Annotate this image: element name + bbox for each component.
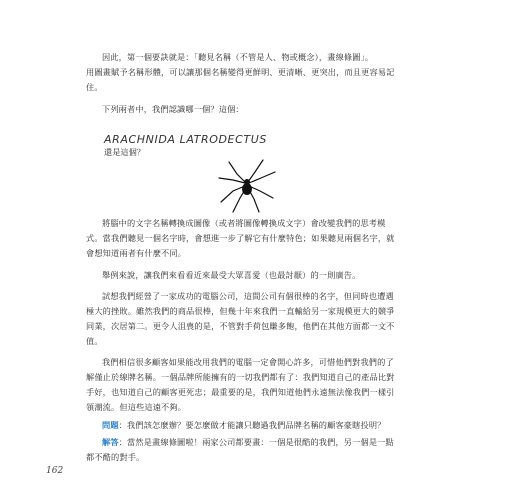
page-number: 162 (46, 466, 64, 476)
text-line: 式。當我們聽見一個名字時，會想進一步了解它有什麼特色；如果聽見兩個名字，就 (86, 233, 395, 243)
text-line: 舉例來說，讓我們來看看近來最受大眾喜愛（也最討厭）的一則廣告。 (102, 270, 361, 280)
paragraph-tip (86, 50, 444, 95)
text-line: 將腦中的文字名稱轉換成圖像（或者將圖像轉換成文字）會改變我們的思考模 (102, 218, 386, 228)
or-this-text: 還是這個？ (104, 147, 145, 157)
spider-icon (215, 158, 277, 214)
text-line: 用圖畫賦予名稱形體，可以讓那個名稱變得更鮮明、更清晰、更突出，而且更容易記 (86, 67, 395, 77)
paragraph-customers (86, 355, 444, 415)
question-line (86, 418, 444, 433)
text-line: 手好，也知道自己的顧客更死忠；最重要的是，我們知道他們永遠無法像我們一樣引 (86, 387, 395, 397)
question-block (86, 418, 444, 433)
text-line: 會想知道兩者有什麼不同。 (86, 248, 187, 258)
text-line: 值。 (86, 336, 103, 346)
paragraph-question-intro (86, 102, 444, 117)
text-line: 解僅止於線牌名稱。一個品牌所能擁有的一切我們都有了：我們知道自己的產品比對 (86, 372, 395, 382)
text-line: 極大的挫敗。雖然我們的商品很棒，但幾十年來我們一直輸給另一家規模更大的競爭 (86, 306, 395, 316)
text-line: 住。 (86, 82, 103, 92)
answer-line (86, 435, 444, 450)
text-line: 試想我們經營了一家成功的電腦公司，這間公司有個很棒的名字，但同時也遭遇 (102, 291, 394, 301)
answer-block (86, 435, 444, 465)
text-line: 因此，第一個要訣就是：「聽見名稱（不管是人、物或概念），畫線條圖」。 (102, 52, 374, 62)
text-line: 我們相信很多顧客如果能改用我們的電腦一定會開心許多，可惜他們對我們的了 (102, 357, 394, 367)
paragraph-company (86, 289, 444, 349)
text-line: 同業，次居第二。更令人沮喪的是，不管對手荷包賺多飽，他們在其他方面都一文不 (86, 321, 395, 331)
paragraph-conversion (86, 216, 444, 261)
paragraph-example (86, 268, 444, 283)
question-text: ：我們該怎麼辦？要怎麼做才能讓只聽過我們品牌名稱的顧客豪瞎投明？ (118, 420, 386, 430)
question-label: 問題 (102, 420, 119, 430)
text-line: 下列兩者中，我們認識哪一個？這個： (102, 104, 244, 114)
answer-text-continued: 都不酷的對手。 (86, 452, 145, 462)
latin-species-name: ARACHNIDA LATRODECTUS (104, 133, 267, 146)
answer-text: ：當然是畫線條圖啦！兩家公司都要畫：一個是很酷的我們，另一個是一點 (118, 437, 394, 447)
answer-label: 解答 (102, 437, 119, 447)
text-line: 領潮流。但這些這遠不夠。 (86, 402, 187, 412)
